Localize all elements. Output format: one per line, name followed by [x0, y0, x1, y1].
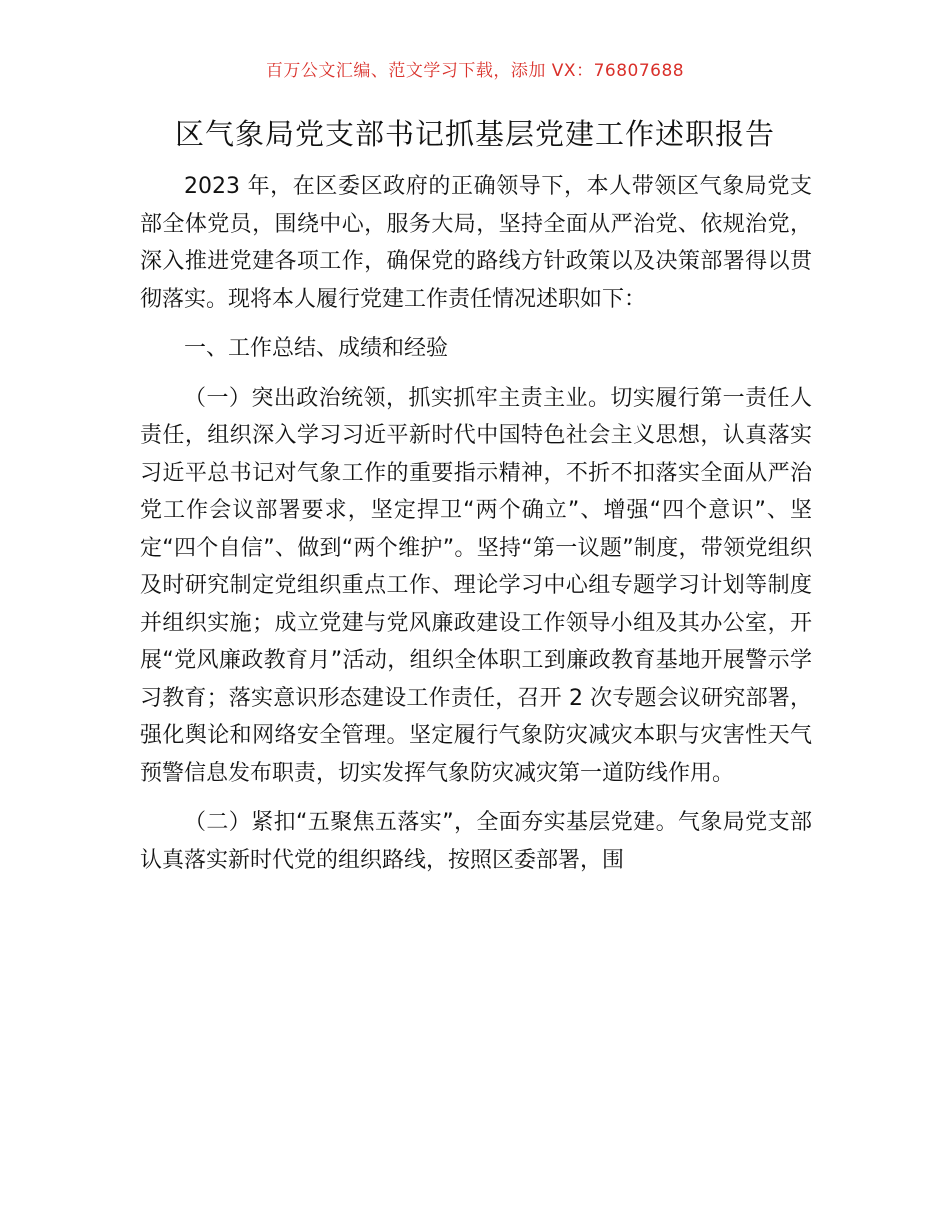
body-paragraph-1: （一）突出政治统领，抓实抓牢主责主业。切实履行第一责任人责任，组织深入学习习近平新时代中国特色社会主义思想，认真落实习近平总书记对气象工作的重要指示精神，不折不扣落实全面从严治党工作会议部署要求，坚定捍卫“两个确立”、增强“四个意识”、坚定“四个自信”、做到“两个维护”。坚持“第一议题”制度，带领党组织及时研究制定党组织重点工作、理论学习中心组专题学习计划等制度并组织实施；成立党建与党风廉政建设工作领导小组及其办公室，开展“党风廉政教育月”活动，组织全体职工到廉政教育基地开展警示学习教育；落实意识形态建设工作责任，召开 2 次专题会议研究部署，强化舆论和网络安全管理。坚定履行气象防灾减灾本职与灾害性天气预警信息发布职责，切实发挥气象防灾减灾第一道防线作用。 [140, 385, 812, 786]
body-paragraph-2: （二）紧扣“五聚焦五落实”，全面夯实基层党建。气象局党支部认真落实新时代党的组织路线，按照区委部署，围 [140, 810, 812, 873]
document-title: 区气象局党支部书记抓基层党建工作述职报告 [174, 117, 775, 151]
watermark-header: 百万公文汇编、范文学习下载，添加 VX：76807688 [265, 61, 685, 81]
document-body [140, 168, 812, 879]
intro-paragraph: 2023 年，在区委区政府的正确领导下，本人带领区气象局党支部全体党员，围绕中心，服务大局，坚持全面从严治党、依规治党，深入推进党建各项工作，确保党的路线方针政策以及决策部署得以贯彻落实。现将本人履行党建工作责任情况述职如下： [140, 174, 812, 312]
section-heading: 一、工作总结、成绩和经验 [184, 336, 449, 361]
